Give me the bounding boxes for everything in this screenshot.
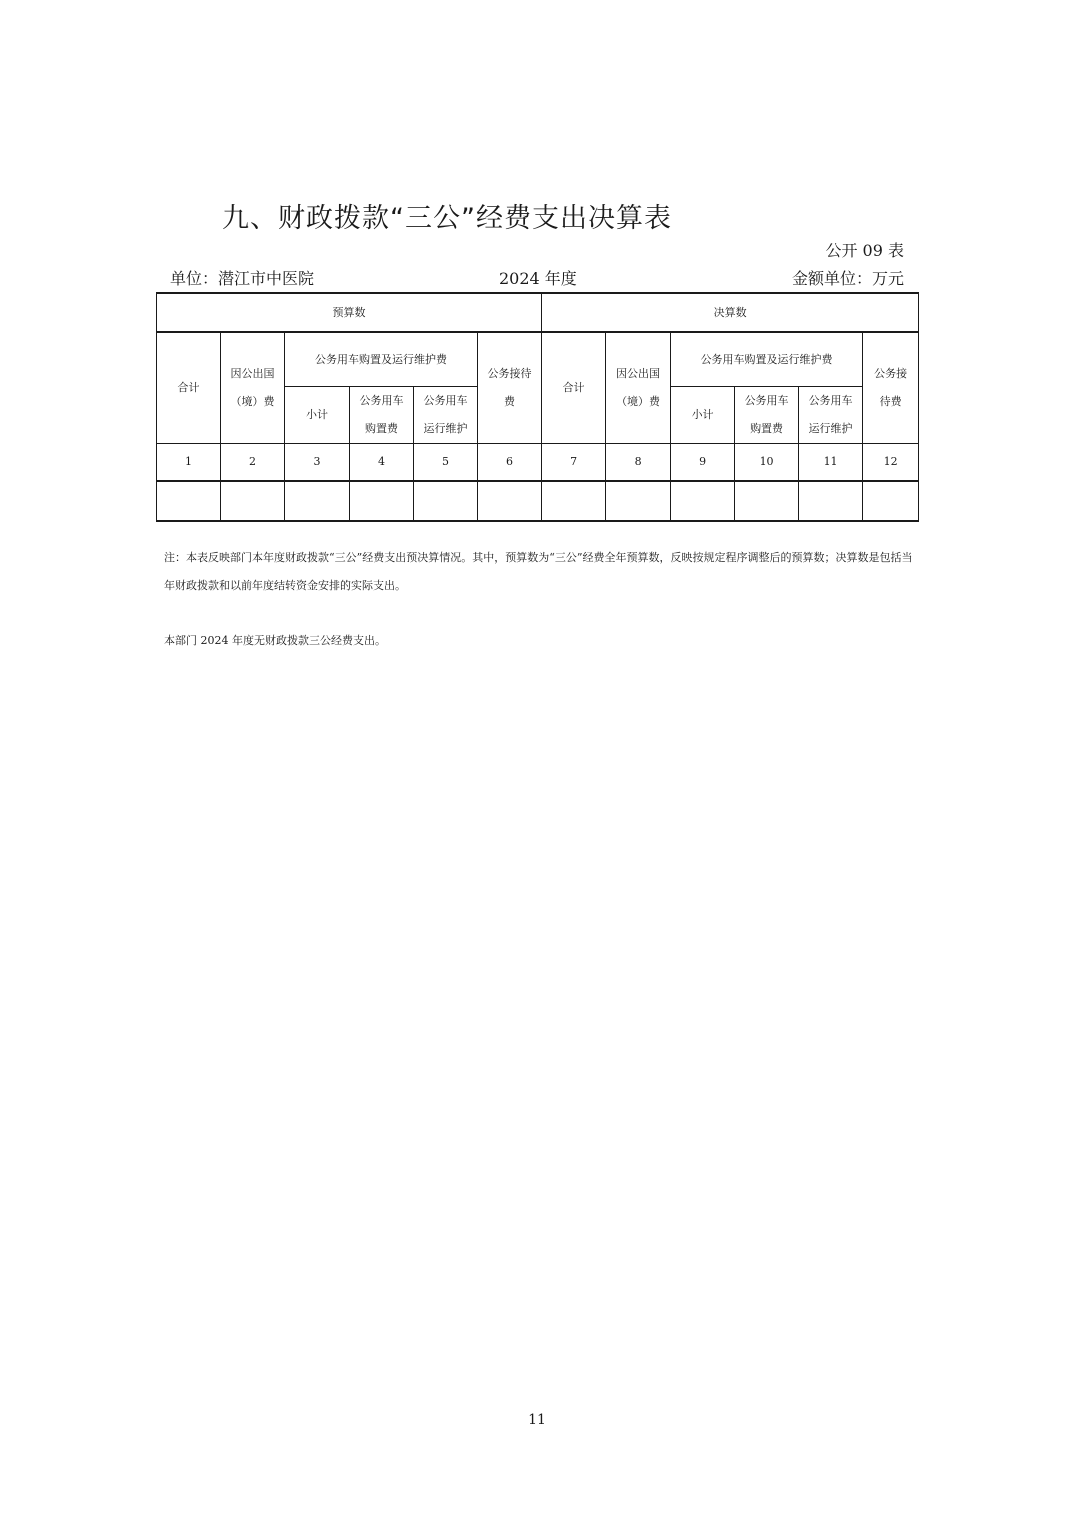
- no-expense-statement: 本部门 2024 年度无财政拨款三公经费支出。: [164, 634, 386, 647]
- budget-reception-header: [478, 332, 542, 444]
- budget-subtotal-header: 小计: [285, 387, 350, 444]
- data-cell: [414, 481, 478, 521]
- data-cell: [735, 481, 799, 521]
- col-number: 11: [799, 444, 863, 482]
- table-note: 注：本表反映部门本年度财政拨款“三公”经费支出预决算情况。其中，预算数为“三公”经费全年预算数，反映按规定程序调整后的预算数；决算数是包括当年财政拨款和以前年度结转资金安排的实际支出。: [164, 551, 913, 592]
- budget-purchase-line2: 购置费: [365, 422, 398, 435]
- col-number: 2: [221, 444, 285, 482]
- final-travel-line2: （境）费: [616, 395, 661, 408]
- final-reception-line2: 待费: [879, 395, 902, 408]
- col-number: 7: [542, 444, 606, 482]
- col-number: 5: [414, 444, 478, 482]
- col-number: 10: [735, 444, 799, 482]
- data-cell: [478, 481, 542, 521]
- data-cell: [799, 481, 863, 521]
- budget-total-header: 合计: [157, 332, 221, 444]
- money-unit: 金额单位：万元: [791, 269, 904, 288]
- reporting-unit: 单位：潜江市中医院: [170, 269, 315, 288]
- budget-reception-line2: 费: [504, 395, 516, 408]
- final-reception-header: [863, 332, 919, 444]
- data-cell: [863, 481, 919, 521]
- col-number: 1: [157, 444, 221, 482]
- budget-purchase-line1: 公务用车: [359, 394, 404, 407]
- data-row: [157, 481, 919, 521]
- budget-operation-line1: 公务用车: [423, 394, 468, 407]
- header-row-1: [157, 293, 919, 332]
- budget-travel-header: [221, 332, 285, 444]
- final-total-header: 合计: [542, 332, 606, 444]
- final-reception-line1: 公务接: [874, 367, 908, 380]
- data-cell: [285, 481, 350, 521]
- col-number: 6: [478, 444, 542, 482]
- page-number: 11: [528, 1412, 546, 1428]
- final-operation-line1: 公务用车: [808, 394, 853, 407]
- budget-travel-line1: 因公出国: [230, 367, 275, 380]
- final-purchase-header: [735, 387, 799, 444]
- final-operation-header: [799, 387, 863, 444]
- column-number-row: [157, 444, 919, 482]
- final-vehicle-group-header: 公务用车购置及运行维护费: [671, 332, 863, 387]
- final-purchase-line1: 公务用车: [744, 394, 789, 407]
- budget-travel-line2: （境）费: [230, 395, 275, 408]
- final-subtotal-header: 小计: [671, 387, 735, 444]
- budget-header: 预算数: [157, 293, 542, 332]
- data-cell: [542, 481, 606, 521]
- budget-operation-header: [414, 387, 478, 444]
- page-title: 九、财政拨款“三公”经费支出决算表: [222, 203, 672, 234]
- final-header: 决算数: [542, 293, 919, 332]
- col-number: 3: [285, 444, 350, 482]
- data-cell: [157, 481, 221, 521]
- header-row-2: [157, 332, 919, 387]
- three-public-expenses-table: [156, 292, 919, 522]
- col-number: 8: [606, 444, 671, 482]
- final-travel-line1: 因公出国: [616, 367, 661, 380]
- budget-purchase-header: [350, 387, 414, 444]
- budget-reception-line1: 公务接待: [487, 367, 532, 380]
- final-purchase-line2: 购置费: [750, 422, 784, 435]
- data-cell: [671, 481, 735, 521]
- data-cell: [221, 481, 285, 521]
- final-operation-line2: 运行维护: [808, 422, 853, 435]
- col-number: 9: [671, 444, 735, 482]
- budget-vehicle-group-header: 公务用车购置及运行维护费: [285, 332, 478, 387]
- budget-operation-line2: 运行维护: [423, 422, 468, 435]
- col-number: 12: [863, 444, 919, 482]
- col-number: 4: [350, 444, 414, 482]
- data-cell: [350, 481, 414, 521]
- final-travel-header: [606, 332, 671, 444]
- fiscal-year: 2024 年度: [499, 269, 577, 288]
- data-cell: [606, 481, 671, 521]
- table-number: 公开 09 表: [825, 241, 904, 260]
